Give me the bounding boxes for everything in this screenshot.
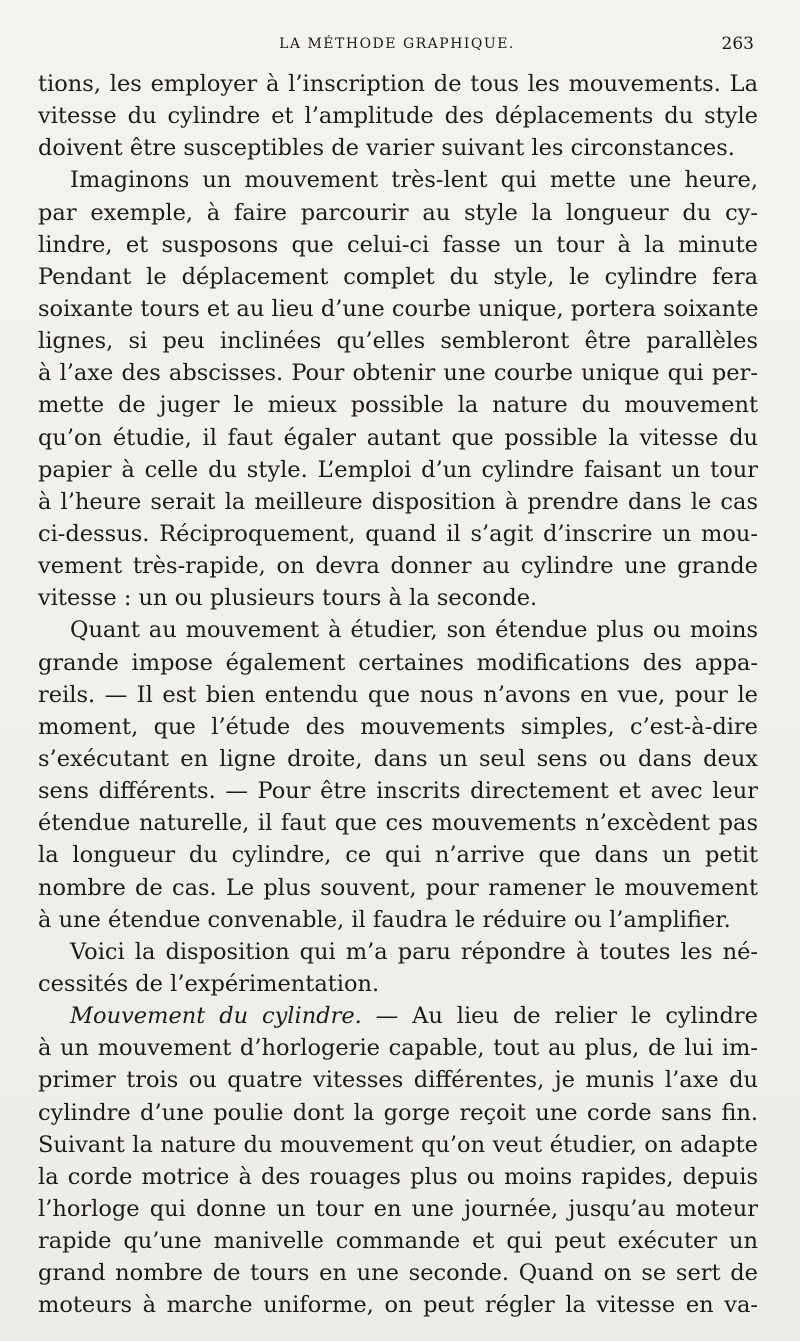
page-number: 263 xyxy=(721,34,754,54)
text-line: rapide qu’une manivelle commande et qui peut exécuter un xyxy=(38,1228,758,1255)
text-line: lignes, si peu inclinées qu’elles sembleront être parallèles xyxy=(38,328,758,355)
text-line: à l’axe des abscisses. Pour obtenir une courbe unique qui per- xyxy=(38,360,758,387)
text-line: s’exécutant en ligne droite, dans un seul sens ou dans deux xyxy=(38,745,758,772)
text-line: la corde motrice à des rouages plus ou moins rapides, depuis xyxy=(38,1163,758,1190)
text-span: — Au lieu de relier le cylindre xyxy=(361,1003,758,1030)
text-line: par exemple, à faire parcourir au style la longueur du cy- xyxy=(38,199,758,226)
text-line: primer trois ou quatre vitesses différentes, je munis l’axe du xyxy=(38,1067,758,1094)
text-line: ci-dessus. Réciproquement, quand il s’agit d’inscrire un mou- xyxy=(38,520,758,547)
text-line: Quant au mouvement à étudier, son étendue plus ou moins xyxy=(70,617,758,644)
text-line: grande impose également certaines modifications des appa- xyxy=(38,649,758,676)
text-line: à une étendue convenable, il faudra le réduire ou l’amplifier. xyxy=(38,906,731,933)
text-line: lindre, et susposons que celui-ci fasse un tour à la minute xyxy=(38,231,758,258)
text-line: Pendant le déplacement complet du style, le cylindre fera xyxy=(38,263,758,290)
text-line: Voici la disposition qui m’a paru répondre à toutes les né- xyxy=(70,938,758,965)
text-line: grand nombre de tours en une seconde. Quand on se sert de xyxy=(38,1260,758,1287)
text-line: à un mouvement d’horlogerie capable, tout au plus, de lui im- xyxy=(38,1035,758,1062)
text-line: papier à celle du style. L’emploi d’un cylindre faisant un tour xyxy=(38,456,758,483)
text-line: à l’heure serait la meilleure disposition à prendre dans le cas xyxy=(38,488,758,515)
text-line: qu’on étudie, il faut égaler autant que possible la vitesse du xyxy=(38,424,758,451)
text-line: Imaginons un mouvement très-lent qui mette une heure, xyxy=(70,167,758,194)
text-line: cessités de l’expérimentation. xyxy=(38,970,380,997)
text-line: vitesse du cylindre et l’amplitude des déplacements du style xyxy=(38,103,758,130)
running-head xyxy=(40,34,754,58)
text-line: doivent être susceptibles de varier suivant les circonstances. xyxy=(38,135,735,162)
text-line: l’horloge qui donne un tour en une journée, jusqu’au moteur xyxy=(38,1195,758,1222)
text-line: la longueur du cylindre, ce qui n’arrive que dans un petit xyxy=(38,842,758,869)
text-line: tions, les employer à l’inscription de tous les mouvements. La xyxy=(38,71,758,97)
body-text xyxy=(38,68,758,1321)
running-title: LA MÉTHODE GRAPHIQUE. xyxy=(279,36,515,52)
text-line: soixante tours et au lieu d’une courbe unique, portera soixante xyxy=(38,295,759,322)
text-line: mette de juger le mieux possible la nature du mouvement xyxy=(38,392,758,419)
text-line: sens différents. — Pour être inscrits directement et avec leur xyxy=(38,778,758,805)
section-first-line xyxy=(38,1000,758,1032)
text-line: étendue naturelle, il faut que ces mouvements n’excèdent pas xyxy=(38,810,758,837)
text-line: reils. — Il est bien entendu que nous n’avons en vue, pour le xyxy=(38,681,758,708)
text-line: Suivant la nature du mouvement qu’on veut étudier, on adapte xyxy=(38,1131,758,1158)
text-line: vitesse : un ou plusieurs tours à la seconde. xyxy=(38,585,538,612)
section-heading: Mouvement du cylindre. xyxy=(70,1003,362,1030)
text-line: moteurs à marche uniforme, on peut régler la vitesse en va- xyxy=(38,1292,758,1319)
text-line: nombre de cas. Le plus souvent, pour ramener le mouvement xyxy=(38,874,758,901)
text-line: cylindre d’une poulie dont la gorge reçoit une corde sans fin. xyxy=(38,1099,758,1126)
text-line: moment, que l’étude des mouvements simples, c’est-à-dire xyxy=(38,713,758,740)
text-line: vement très-rapide, on devra donner au cylindre une grande xyxy=(38,553,758,580)
